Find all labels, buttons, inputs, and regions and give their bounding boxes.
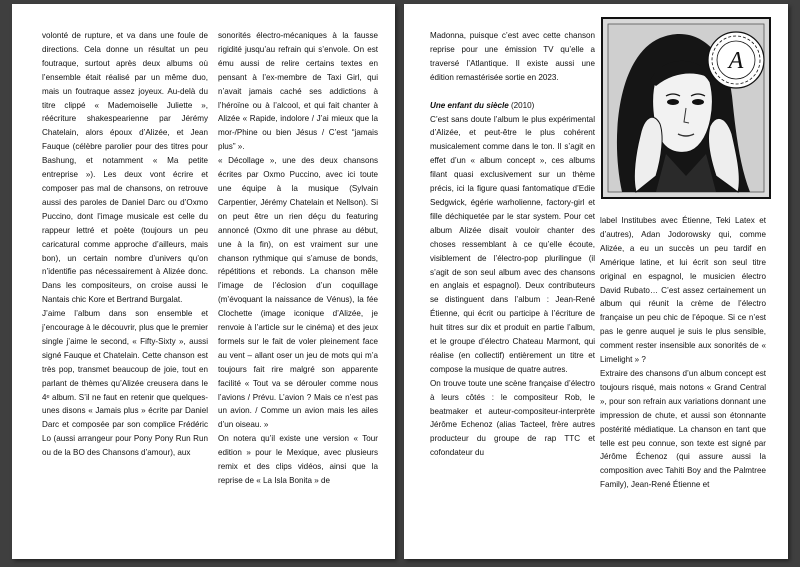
paragraph: sonorités électro-mécaniques à la fausse rigidité jusqu’au refrain qui s’envole. On est ému aussi de relire certains textes en pensant à l’ex-membre de Taxi Girl, qui n’avait jamais caché ses addictions à l’héroïne ou à l’alcool, et qui fait chanter à Alizée « Rapide, indolore / J’ai mieux que la mor-/Phine ou bien Jésus / C’est “jamais plus” ».	[218, 31, 378, 152]
section-year: (2010)	[510, 100, 535, 110]
left-page	[12, 4, 395, 559]
left-page-column-1	[42, 29, 208, 460]
paragraph: On notera qu’il existe une version « Tour edition » pour le Mexique, avec plusieurs remix et des clips vidéos, ainsi que la reprise de « La Isla Bonita » de	[218, 434, 378, 485]
right-page-column-2	[600, 214, 766, 492]
left-page-column-2	[218, 29, 378, 488]
paragraph: J’aime l’album dans son ensemble et j’encourage à le découvrir, plus que le premier single j’aime le second, « Fifty-Sixty », aussi signé Fauque et Chatelain. Cette chanson est très pop, transmet beaucoup de joie, tout en parlant de thèmes qu’Alizée creusera dans le 4ᵉ album. S’il ne faut en retenir que quelques-unes disons « Jamais plus » écrite par Daniel Darc et composée par son complice Frédéric Lo (aussi arrangeur pour Pony Pony Run Run ou de la BO des Chansons d’amour), aux	[42, 309, 208, 458]
paragraph: Madonna, puisque c’est avec cette chanson reprise pour une émission TV qu’elle a traversé l’Atlantique. Il existe aussi une édition remastérisée sortie en 2023.	[430, 31, 595, 82]
paragraph: Extraire des chansons d’un album concept est toujours risqué, mais notons « Grand Central », pour son refrain aux variations donnant une impression de chute, et aussi son étonnante postérité médiatique. La chanson en tant que telle est peu connue, son texte est signé par Jérôme Échenoz (qui assure aussi la composition avec Tahiti Boy and the Palmtree Family), Jean-René Étienne et	[600, 368, 766, 490]
section-title: Une enfant du siècle	[430, 100, 509, 110]
portrait-illustration	[600, 16, 772, 200]
right-page-column-1	[430, 29, 595, 460]
paragraph: C’est sans doute l’album le plus expérimental d’Alizée, et peut-être le plus cohérent musicalement comme dans le ton. Il s’agit en effet d’un « album concept », ces albums filant quasi exclusivement sur un thème précis, ici la figure quasi fantomatique d’Edie Sedgwick, égérie warholienne, factory-girl et fille déchiquetée par le star system. Pour cet album Alizée disait vouloir chanter des choses ressemblant à ce qu’elle écoute, visiblement de l’électro-pop plurilingue (il s’agit de son seul album avec des chansons en anglais et espagnol). Deux contributeurs se distinguent dans l’album : Jean-René Étienne, qui écrit ou participe à l’écriture de huit titres sur dix et produit en partie l’album, et le groupe d’électro Chateau Marmont, qui réalise (en collectif) entièrement un titre et compose la musique de quatre autres.	[430, 114, 595, 374]
right-page	[404, 4, 788, 559]
paragraph: On trouve toute une scène française d’électro à leurs côtés : le compositeur Rob, le beatmaker et auteur-compositeur-interprète Jérôme Echenoz (alias Tacteel, frère autres producteur du groupe de rap TTC et cofondateur du	[430, 378, 595, 458]
illustration-letter: A	[728, 48, 744, 74]
paragraph: label Institubes avec Étienne, Teki Latex et d’autres), Adan Jodorowsky qui, comme Alizée, a eu un succès un peu tardif en Amérique latine, et lui écrit son seul titre original en espagnol, le musicien électro David Rubato… C’est assez certainement un album qui réunit la crème de l’électro française un peu chic de l’époque. Si ce n’est pas le genre auquel je suis le plus sensible, comment rester insensible aux sonorités de « Limelight » ?	[600, 216, 766, 365]
paragraph: « Décollage », une des deux chansons écrites par Oxmo Puccino, avec ici toute une équipe à la musique (Sylvain Carpentier, Jérémy Chatelain et Nellson). Si on peut être un rien déçu du featuring annoncé (Oxmo dit une phrase au début, une à la fin), on est vraiment sur une chanson rythmique qui s’amuse de bonds, répétitions et rebonds. La chanson mêle l’image de l’éclosion d’un coquillage (m’évoquant la naissance de Vénus), la fée Clochette (image iconique d’Alizée, je renvoie à l’article sur le cinéma) et des jeux formels sur le fait de voler pleinement face au vent – allant oser un jeu de mots qui m’a toujours fait rire malgré son apparente facilité « Tout va se dérouler comme nous l’avions / Prévu. L’avion ? Mais ce n’est pas un avion. / Comme un avion mais les ailes d’un oiseau. »	[218, 156, 378, 430]
paragraph: volonté de rupture, et va dans une foule de directions. Cela donne un résultat un peu foutraque, surtout après deux albums où l’ensemble était réalisé par un même duo, mais un foutraque assez joyeux. Au-delà du titre clippé « Mademoiselle Juliette », réécriture shakespearienne par Jérémy Chatelain, alors époux d’Alizée, et Jean Fauque (célèbre parolier pour des titres pour Bashung, et notamment « Ma petite entreprise »). Les deux vont écrire et composer pas mal de chansons, on retrouve aussi des paroles de Daniel Darc ou d’Oxmo Puccino, dont l’image musicale est celle du rappeur lettré et poète (toujours un peu caricatural comme approche d’ailleurs, mais bon), un certain nombre d’univers qu’on n’identifie pas nécessairement à Alizée donc. Dans les compositeurs, on croise aussi le Nantais chic Kore et Bertrand Burgalat.	[42, 31, 208, 305]
section-heading	[430, 99, 595, 113]
